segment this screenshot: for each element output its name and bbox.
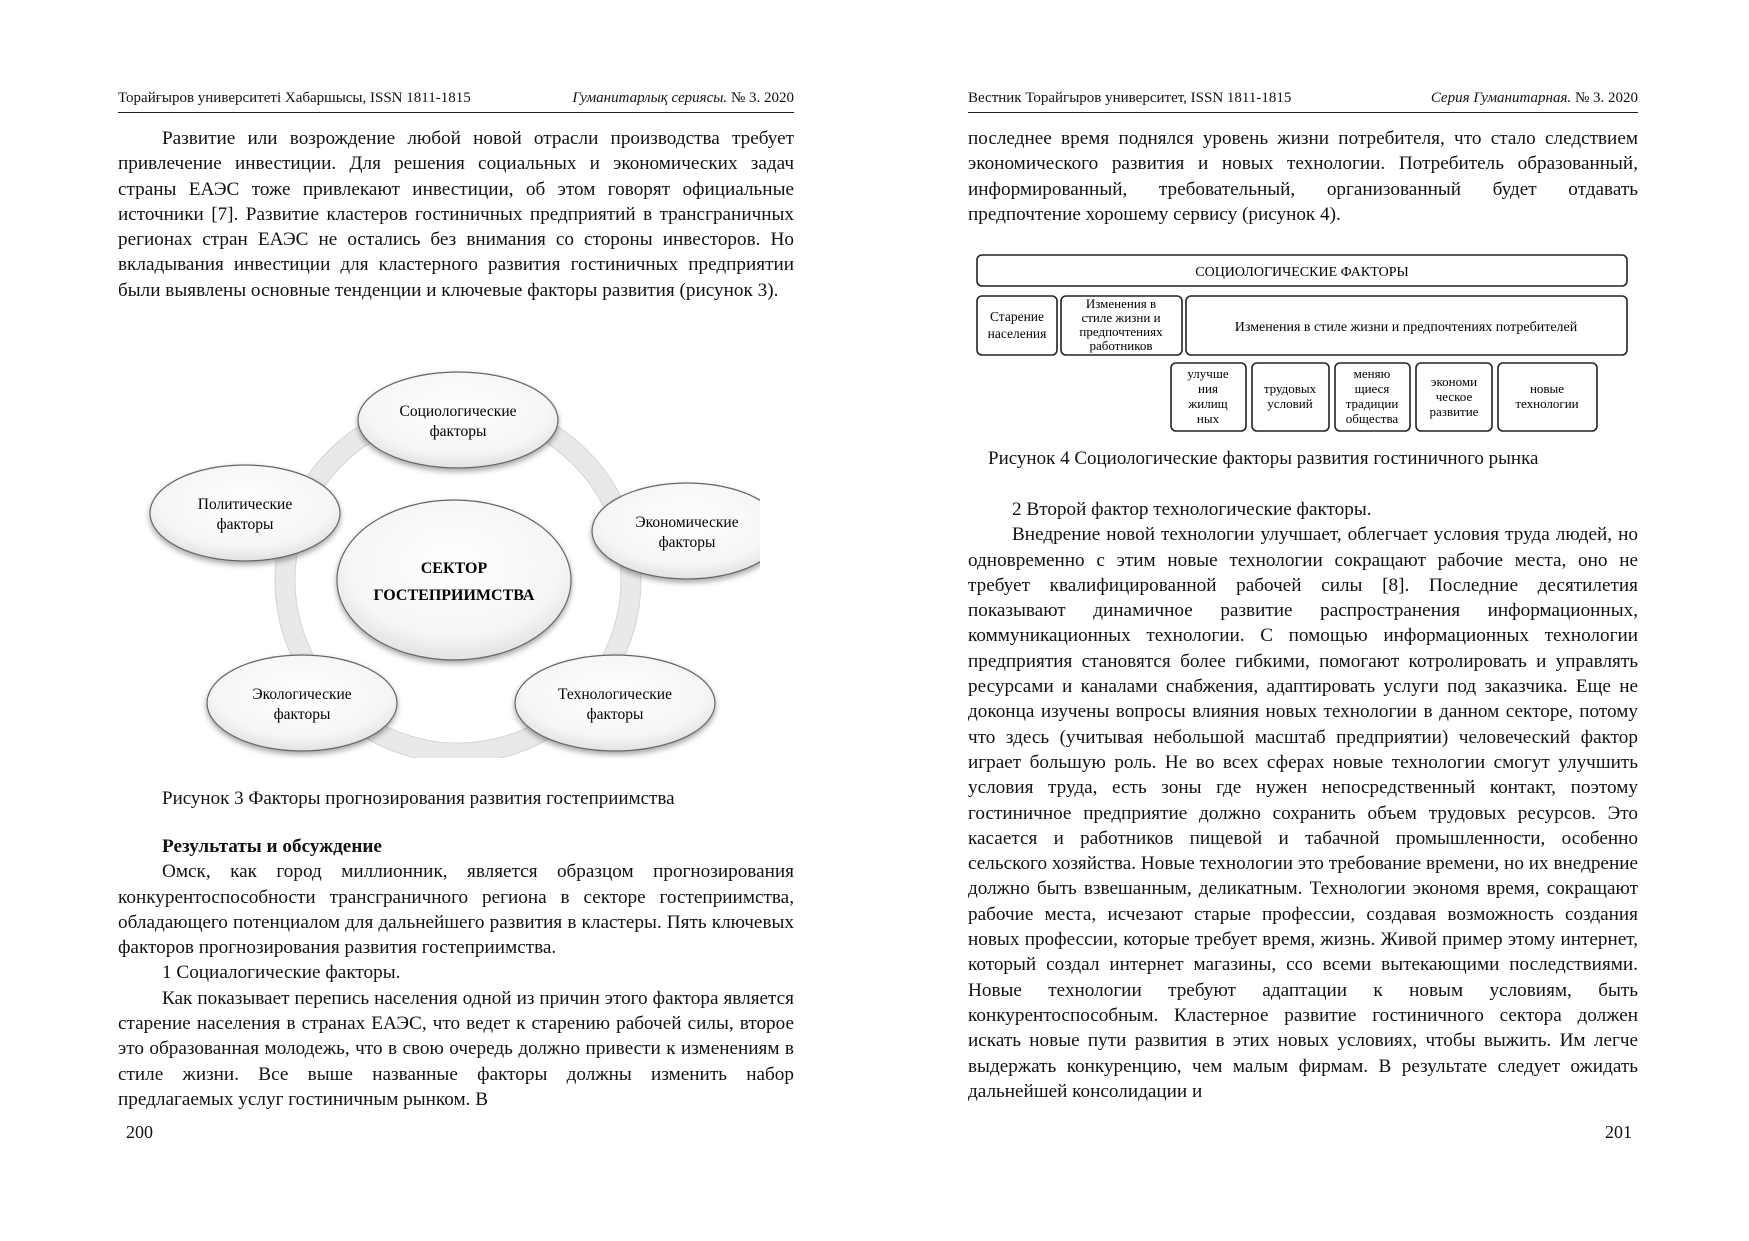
right-running-header <box>968 90 1638 113</box>
svg-text:факторы: факторы <box>273 706 331 723</box>
svg-text:улучше: улучше <box>1187 366 1229 381</box>
svg-text:Изменения в стиле жизни и пре: Изменения в стиле жизни и предпочтениях потребителей <box>1234 320 1578 335</box>
right-header-journal: Вестник Торайгыров университет, ISSN 1811-1815 <box>968 90 1292 106</box>
left-running-header <box>118 90 794 113</box>
figure-4-box-housing <box>1171 363 1246 431</box>
figure-4-box-new-tech <box>1498 363 1597 431</box>
results-heading: Результаты и обсуждение <box>162 836 382 857</box>
svg-text:Старение: Старение <box>989 309 1045 324</box>
figure-3-center-node <box>337 500 571 660</box>
left-page <box>118 0 794 1241</box>
svg-text:Экологические: Экологические <box>252 686 352 703</box>
left-header-series: Гуманитарлық сериясы. № 3. 2020 <box>572 90 794 106</box>
left-header-journal: Торайғыров университеті Хабаршысы, ISSN 1811-1815 <box>118 90 471 106</box>
right-tech-section: 2 Второй фактор технологические факторы. Внедрение новой технологии улучшает, облегчает условия труда людей, но одновременно с этим новые технологии сокращают рабочие места, оно не требует квалифицированной рабочей силы [8]. Последние десятилетия показывают динамичное развитие распространения информационных, коммуникационных технологии. С помощью информационных технологии предприятия становятся более гибкими, помогают котролировать и управлять ресурсами и каналами снабжения, адаптировать услуги под заказчика. Еще не доконца изучены вопросы влияния новых технологии в данном секторе, потому что здесь (учитывая небольшой масштаб предприятии) человеческий фактор играет большую роль. Не во всех сферах новые технологии смогут улучшить условия труда, есть зоны где нужен непосредственный контакт, поэтому гостиничное предприятие должно сохранить объем трудовых ресурсов. Это касается и работников пищевой и табачной промышленности, особенно сельского хозяйства. Новые технологии это требование времени, но их внедрение должно быть взвешанным, деликатным. Технологии экономя время, сокращают рабочие места, исчезают старые профессии, создавая возможность создания новых профессии, которые требует время, жизнь. Живой пример этому интернет, который создал интернет магазины, ссо всеми вытекающими последствиями. Новые технологии требуют адаптации к новым условиям, быть конкурентоспособным. Кластерное развитие гостиничного сектора должен искать новые пути развития в этих новых условиях, чтобы выжить. Им легче выдержать конкуренцию, чем малым фирмам. В результате следует ожидать дальнейшей консолидации и <box>968 499 1638 1102</box>
svg-text:факторы: факторы <box>216 516 274 533</box>
figure-4-box-worker-lifestyle <box>1061 296 1182 355</box>
svg-text:жилищ: жилищ <box>1188 396 1228 411</box>
svg-text:экономи: экономи <box>1430 374 1478 389</box>
svg-text:технологии: технологии <box>1515 396 1579 411</box>
svg-text:стиле жизни и: стиле жизни и <box>1081 310 1161 325</box>
svg-text:факторы: факторы <box>586 706 644 723</box>
svg-text:развитие: развитие <box>1429 404 1479 419</box>
figure-4-box-traditions <box>1335 363 1410 431</box>
page-number-left: 200 <box>126 1122 153 1142</box>
right-para-consumer: последнее время поднялся уровень жизни потребителя, что стало следствием экономического развития и новых технологии. Потребитель образованный, информированный, требовательный, организованный будет отдавать предпочтение хорошему сервису (рисунок 4). <box>968 128 1638 225</box>
svg-text:факторы: факторы <box>658 534 716 551</box>
left-para-investment: Развитие или возрождение любой новой отрасли производства требует привлечение инвестиции. Для решения социальных и экономических задач страны ЕАЭС тоже привлекают инвестиции, об этом говорят официальные источники [7]. Развитие кластеров гостиничных предприятий в трансграничных регионах стран ЕАЭС не остались без внимания со стороны инвесторов. Но вкладывания инвестиции для кластерного развития гостиничных предприятии были выявлены основные тенденции и ключевые факторы развития (рисунок 3). <box>118 128 794 301</box>
svg-text:общества: общества <box>1345 411 1399 426</box>
right-header-series: Серия Гуманитарная. № 3. 2020 <box>1430 90 1638 106</box>
svg-text:щиеся: щиеся <box>1354 381 1390 396</box>
svg-text:СЕКТОР: СЕКТОР <box>420 560 488 577</box>
svg-text:новые: новые <box>1529 381 1565 396</box>
page-number-right: 201 <box>1605 1122 1632 1142</box>
svg-text:Политические: Политические <box>197 496 293 513</box>
svg-text:Технологические: Технологические <box>558 686 672 703</box>
figure-3-caption: Рисунок 3 Факторы прогнозирования развития гостеприимства <box>162 788 675 809</box>
svg-text:традиции: традиции <box>1345 396 1399 411</box>
svg-text:ния: ния <box>1198 381 1218 396</box>
svg-text:факторы: факторы <box>429 423 487 440</box>
figure-3-node-political <box>150 465 340 561</box>
tech-factor-heading: 2 Второй фактор технологические факторы. <box>1012 499 1372 520</box>
svg-text:ГОСТЕПРИИМСТВА: ГОСТЕПРИИМСТВА <box>373 587 535 604</box>
right-page <box>968 0 1638 1241</box>
figure-3-diagram <box>140 368 760 758</box>
svg-text:работников: работников <box>1089 338 1153 353</box>
figure-4-caption: Рисунок 4 Социологические факторы развития гостиничного рынка <box>988 448 1539 469</box>
svg-text:меняю: меняю <box>1353 366 1391 381</box>
figure-3-node-sociological <box>358 372 558 468</box>
figure-4-box-economic <box>1416 363 1492 431</box>
figure-3-node-technological <box>515 655 715 751</box>
figure-4-box-aging <box>977 296 1057 355</box>
svg-text:Изменения в: Изменения в <box>1085 296 1157 311</box>
svg-text:Экономические: Экономические <box>635 514 739 531</box>
svg-text:условий: условий <box>1267 396 1313 411</box>
svg-text:ных: ных <box>1196 411 1220 426</box>
figure-4-diagram <box>968 252 1638 442</box>
svg-text:населения: населения <box>987 326 1047 341</box>
svg-text:ческое: ческое <box>1435 389 1473 404</box>
figure-3-node-ecological <box>207 655 397 751</box>
svg-text:Социологические: Социологические <box>399 403 517 420</box>
figure-4-box-labor-conditions <box>1252 363 1329 431</box>
svg-text:предпочтениях: предпочтениях <box>1079 324 1163 339</box>
figure-4-box-consumer-lifestyle <box>1186 296 1627 355</box>
svg-text:трудовых: трудовых <box>1263 381 1317 396</box>
left-results-section: Результаты и обсуждение Омск, как город миллионник, является образцом прогнозирования конкурентоспособности трансграничного региона в секторе гостеприимства, обладающего потенциалом для дальнейшего развития в кластеры. Пять ключевых факторов прогнозирования развития гостеприимства. 1 Социалогические факторы. Как показывает перепись населения одной из причин этого фактора является старение населения в странах ЕАЭС, что ведет к старению рабочей силы, второе это образованная молодежь, что в свою очередь должно привести к изменениям в стиле жизни. Все выше названные факторы должны изменить набор предлагаемых услуг гостиничным рынком. В <box>118 836 794 1110</box>
svg-text:СОЦИОЛОГИЧЕСКИЕ ФАКТОРЫ: СОЦИОЛОГИЧЕСКИЕ ФАКТОРЫ <box>1195 265 1409 280</box>
figure-4-title-box <box>977 255 1627 286</box>
